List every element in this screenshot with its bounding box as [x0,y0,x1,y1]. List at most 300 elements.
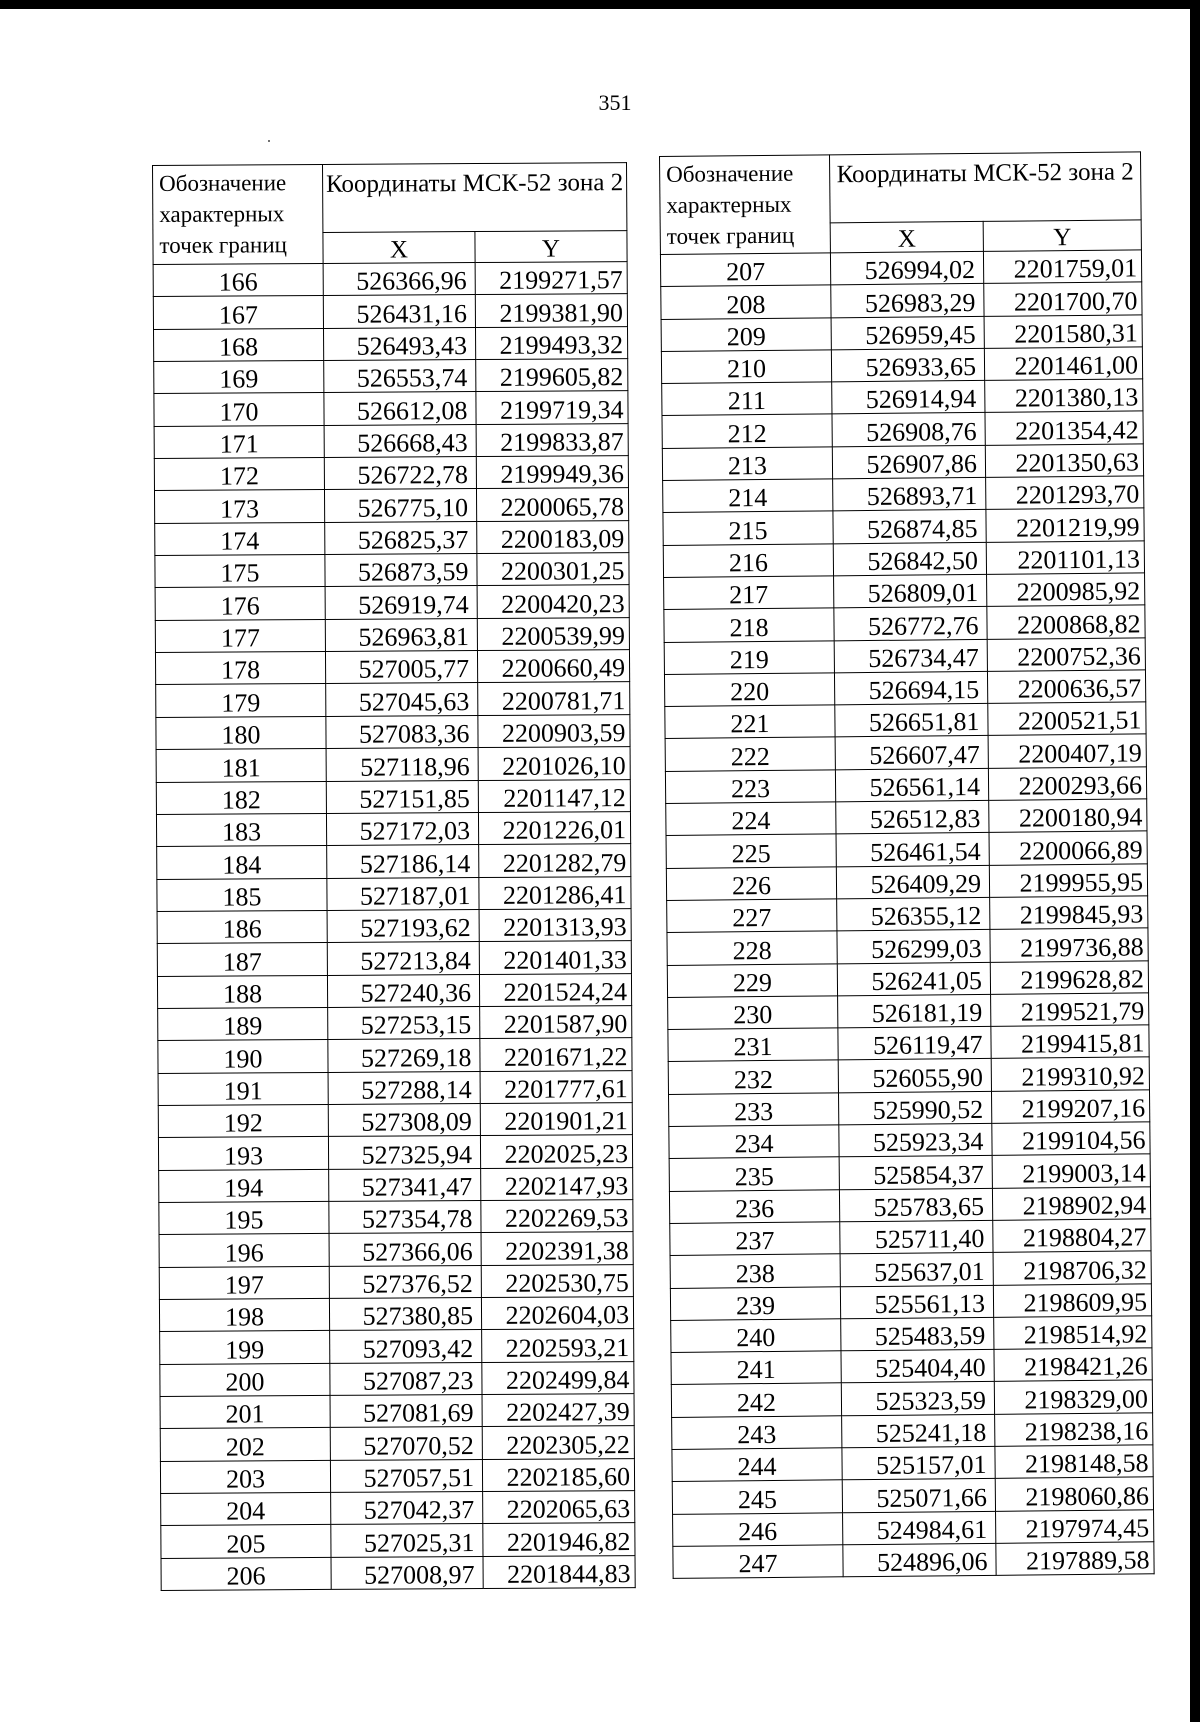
x-cell: 527172,03 [326,812,478,845]
scan-border-top [0,0,1200,9]
table-row [673,1509,1154,1546]
y-cell: 2200660,49 [477,650,629,683]
table-row [661,347,1142,384]
x-cell: 525854,37 [839,1156,992,1190]
x-cell: 526825,37 [325,521,477,554]
point-cell: 202 [160,1428,330,1461]
x-cell: 526431,16 [323,295,475,328]
y-cell: 2201671,22 [480,1038,632,1071]
point-cell: 233 [669,1093,839,1127]
point-cell: 211 [662,382,832,416]
table-row [159,1200,633,1235]
table-row [153,294,627,329]
table-row [669,1090,1150,1127]
x-cell: 526561,14 [835,768,988,802]
point-cell: 209 [661,317,831,351]
coordinates-table-left [152,162,636,1591]
table-row [157,844,631,879]
point-cell: 223 [665,770,835,804]
table-row [666,831,1147,868]
point-cell: 232 [668,1060,838,1094]
table-row [159,1264,633,1299]
table-row [156,811,630,846]
x-cell: 525637,01 [840,1253,993,1287]
point-cell: 235 [669,1157,839,1191]
table-row [154,359,628,394]
table-row [668,1025,1149,1062]
x-cell: 527087,23 [330,1362,482,1395]
x-cell: 527081,69 [330,1395,482,1428]
point-cell: 183 [156,813,326,846]
x-cell: 527193,62 [327,909,479,942]
table-body [153,262,635,1591]
y-cell: 2199719,34 [476,391,628,424]
y-cell: 2202391,38 [481,1232,633,1265]
point-cell: 200 [160,1363,330,1396]
x-cell: 526241,05 [837,962,990,996]
table-row [673,1542,1154,1579]
table-row [155,650,629,685]
point-cell: 203 [160,1460,330,1493]
point-cell: 170 [154,393,324,426]
table-row [154,456,628,491]
x-cell: 526409,29 [836,865,989,899]
point-cell: 239 [670,1286,840,1320]
x-cell: 526983,29 [831,284,984,318]
x-column-header: X [323,232,475,264]
point-cell: 244 [672,1448,842,1482]
point-cell: 171 [154,425,324,458]
x-cell: 527253,15 [328,1006,480,1039]
y-cell: 2198514,92 [994,1316,1152,1350]
point-cell: 240 [671,1319,841,1353]
y-cell: 2199736,88 [990,928,1148,962]
table-row [665,767,1146,804]
x-cell: 525241,18 [842,1414,995,1448]
table-row [161,1555,635,1590]
y-cell: 2202305,22 [482,1426,634,1459]
point-cell: 242 [671,1383,841,1417]
table-row [662,379,1143,416]
point-cell: 214 [663,479,833,513]
coords-column-header: Координаты МСК-52 зона 2 [322,163,626,233]
x-cell: 527057,51 [330,1459,482,1492]
point-cell: 247 [673,1545,843,1579]
point-cell: 231 [668,1028,838,1062]
point-cell: 188 [157,975,327,1008]
table-row [670,1283,1151,1320]
x-cell: 527308,09 [328,1103,480,1136]
y-cell: 2201101,13 [986,541,1144,575]
point-cell: 184 [157,846,327,879]
x-cell: 527118,96 [326,748,478,781]
table-row [154,391,628,426]
x-cell: 527093,42 [330,1330,482,1363]
y-cell: 2202269,53 [481,1200,633,1233]
table-row [158,1038,632,1073]
table-row [669,1122,1150,1159]
x-cell: 526119,47 [838,1026,991,1060]
x-cell: 527341,47 [329,1168,481,1201]
table-row [660,250,1141,287]
table-row [157,876,631,911]
table-row [668,993,1149,1030]
x-cell: 527008,97 [331,1556,483,1589]
point-cell: 181 [156,749,326,782]
y-cell: 2201219,99 [986,508,1144,542]
table-row [661,314,1142,351]
y-cell: 2200407,19 [988,734,1146,768]
point-cell: 226 [666,866,836,900]
table-row [156,682,630,717]
x-cell: 527070,52 [330,1427,482,1460]
x-cell: 527025,31 [331,1524,483,1557]
table-row [665,734,1146,771]
y-cell: 2200636,57 [987,670,1145,704]
y-cell: 2199949,36 [476,456,628,489]
point-cell: 217 [664,576,834,610]
point-cell: 207 [660,253,830,287]
table-row [158,1103,632,1138]
y-cell: 2200180,94 [989,799,1147,833]
y-cell: 2200293,66 [988,767,1146,801]
y-cell: 2200903,59 [478,714,630,747]
y-cell: 2200752,36 [987,637,1145,671]
y-cell: 2201844,83 [483,1555,635,1588]
y-cell: 2201380,13 [985,379,1143,413]
x-cell: 526914,94 [832,381,985,415]
point-cell: 243 [672,1415,842,1449]
table-row [664,573,1145,610]
x-cell: 526933,65 [831,348,984,382]
y-cell: 2201461,00 [984,347,1142,381]
point-cell: 185 [157,878,327,911]
y-cell: 2198706,32 [993,1251,1151,1285]
table-row [672,1477,1153,1514]
y-cell: 2200868,82 [987,605,1145,639]
table-row [667,960,1148,997]
point-cell: 189 [158,1007,328,1040]
y-cell: 2201777,61 [480,1070,632,1103]
point-cell: 193 [158,1137,328,1170]
y-column-header: Y [983,220,1141,252]
y-cell: 2201226,01 [478,811,630,844]
table-row [155,520,629,555]
point-cell: 178 [155,652,325,685]
y-cell: 2200066,89 [989,831,1147,865]
y-cell: 2201759,01 [983,250,1141,284]
table-row [160,1329,634,1364]
point-cell: 213 [662,447,832,481]
y-cell: 2198804,27 [993,1219,1151,1253]
y-cell: 2202604,03 [481,1297,633,1330]
x-cell: 524984,61 [843,1511,996,1545]
point-cell: 186 [157,910,327,943]
y-cell: 2201026,10 [478,747,630,780]
table-row [667,928,1148,965]
point-cell: 216 [663,544,833,578]
table-row [672,1445,1153,1482]
table-row [666,863,1147,900]
y-cell: 2199415,81 [991,1025,1149,1059]
y-cell: 2201901,21 [480,1103,632,1136]
point-cell: 230 [668,996,838,1030]
x-cell: 526651,81 [835,704,988,738]
table-row [663,508,1144,545]
point-cell: 246 [673,1512,843,1546]
y-cell: 2199207,16 [991,1090,1149,1124]
point-column-header: Обозначение характерных точек границ [153,164,324,264]
point-cell: 221 [665,705,835,739]
point-cell: 237 [670,1222,840,1256]
x-cell: 526874,85 [833,510,986,544]
y-cell: 2202593,21 [482,1329,634,1362]
y-cell: 2202147,93 [481,1167,633,1200]
y-cell: 2199271,57 [475,262,627,295]
x-cell: 526893,71 [833,477,986,511]
y-cell: 2199521,79 [991,993,1149,1027]
y-cell: 2198329,00 [994,1380,1152,1414]
x-cell: 526512,83 [836,800,989,834]
table-row [161,1491,635,1526]
table-body [660,250,1154,1579]
y-cell: 2200183,09 [477,520,629,553]
y-cell: 2201524,24 [479,973,631,1006]
y-cell: 2201946,82 [483,1523,635,1556]
table-row [159,1167,633,1202]
y-cell: 2201282,79 [479,844,631,877]
y-cell: 2197889,58 [996,1542,1154,1576]
table-row [670,1219,1151,1256]
y-cell: 2199104,56 [992,1122,1150,1156]
point-cell: 177 [155,619,325,652]
table-row [158,1070,632,1105]
point-cell: 222 [665,737,835,771]
x-cell: 526907,86 [832,445,985,479]
x-cell: 527187,01 [327,877,479,910]
x-cell: 526055,90 [838,1059,991,1093]
point-cell: 169 [154,360,324,393]
table-row [671,1348,1152,1385]
point-cell: 218 [664,608,834,642]
point-cell: 234 [669,1125,839,1159]
table-row [160,1394,634,1429]
x-cell: 527366,06 [329,1233,481,1266]
y-cell: 2199605,82 [476,359,628,392]
x-cell: 526493,43 [323,327,475,360]
x-cell: 527186,14 [327,845,479,878]
x-cell: 525071,66 [842,1479,995,1513]
y-cell: 2200539,99 [477,617,629,650]
y-cell: 2198238,16 [995,1413,1153,1447]
table-row [664,605,1145,642]
table-row [665,702,1146,739]
table-row [154,423,628,458]
y-cell: 2199845,93 [990,896,1148,930]
x-cell: 527380,85 [329,1298,481,1331]
x-cell: 526873,59 [325,554,477,587]
y-cell: 2201580,31 [984,314,1142,348]
table-row [160,1458,634,1493]
x-cell: 526461,54 [836,833,989,867]
y-cell: 2198148,58 [995,1445,1153,1479]
y-cell: 2200985,92 [987,573,1145,607]
x-cell: 524896,06 [843,1543,996,1577]
y-column-header: Y [475,231,627,263]
x-cell: 525561,13 [840,1285,993,1319]
y-cell: 2201350,63 [985,444,1143,478]
table-row [664,637,1145,674]
point-cell: 182 [156,781,326,814]
x-cell: 526299,03 [837,930,990,964]
point-cell: 228 [667,931,837,965]
point-cell: 174 [155,522,325,555]
x-column-header: X [830,221,983,252]
y-cell: 2200521,51 [988,702,1146,736]
table-row [661,282,1142,319]
y-cell: 2200065,78 [476,488,628,521]
x-cell: 527042,37 [331,1492,483,1525]
y-cell: 2201700,70 [984,282,1142,316]
point-cell: 187 [157,943,327,976]
y-cell: 2199381,90 [475,294,627,327]
table-row [161,1523,635,1558]
y-cell: 2201147,12 [478,779,630,812]
point-cell: 198 [159,1298,329,1331]
y-cell: 2199628,82 [990,960,1148,994]
table-row [666,799,1147,836]
x-cell: 526772,76 [834,607,987,641]
table-row [663,476,1144,513]
point-cell: 208 [661,285,831,319]
point-cell: 176 [155,587,325,620]
coords-column-header: Координаты МСК-52 зона 2 [829,152,1141,223]
table-row [159,1232,633,1267]
table-row [670,1251,1151,1288]
table-row [662,444,1143,481]
x-cell: 527005,77 [325,651,477,684]
x-cell: 526181,19 [838,994,991,1028]
x-cell: 526809,01 [834,574,987,608]
table-row [663,541,1144,578]
y-cell: 2200420,23 [477,585,629,618]
y-cell: 2200301,25 [477,553,629,586]
x-cell: 526963,81 [325,618,477,651]
table-row [156,714,630,749]
point-cell: 227 [667,899,837,933]
x-cell: 526366,96 [323,263,475,296]
table-row [157,941,631,976]
point-cell: 206 [161,1557,331,1590]
x-cell: 526842,50 [833,542,986,576]
x-cell: 526722,78 [324,457,476,490]
x-cell: 526959,45 [831,316,984,350]
y-cell: 2199833,87 [476,423,628,456]
y-cell: 2199310,92 [991,1057,1149,1091]
scan-border-right [1190,0,1200,1722]
point-cell: 224 [666,802,836,836]
x-cell: 527151,85 [326,780,478,813]
y-cell: 2199955,95 [989,863,1147,897]
x-cell: 525990,52 [838,1091,991,1125]
table-row [155,585,629,620]
y-cell: 2198902,94 [992,1186,1150,1220]
table-row [671,1380,1152,1417]
y-cell: 2202185,60 [482,1458,634,1491]
point-cell: 236 [669,1189,839,1223]
y-cell: 2202427,39 [482,1394,634,1427]
table-header-row [153,163,627,234]
y-cell: 2198421,26 [994,1348,1152,1382]
x-cell: 527354,78 [329,1200,481,1233]
x-cell: 527083,36 [326,715,478,748]
x-cell: 526994,02 [830,251,983,285]
point-cell: 219 [664,640,834,674]
table-row [157,908,631,943]
x-cell: 526553,74 [324,360,476,393]
point-cell: 196 [159,1234,329,1267]
table-row [669,1154,1150,1191]
point-cell: 229 [667,963,837,997]
point-column-header: Обозначение характерных точек границ [660,155,831,255]
point-cell: 241 [671,1351,841,1385]
point-cell: 215 [663,511,833,545]
x-cell: 525404,40 [841,1349,994,1383]
point-cell: 210 [661,350,831,384]
x-cell: 526607,47 [835,736,988,770]
point-cell: 179 [156,684,326,717]
point-cell: 225 [666,834,836,868]
point-cell: 192 [158,1104,328,1137]
y-cell: 2200781,71 [478,682,630,715]
point-cell: 175 [155,555,325,588]
table-row [155,553,629,588]
table-row [158,1005,632,1040]
table-row [664,670,1145,707]
table-row [154,488,628,523]
x-cell: 527240,36 [327,974,479,1007]
point-cell: 212 [662,414,832,448]
table-row [160,1426,634,1461]
table-row [667,896,1148,933]
y-cell: 2201313,93 [479,908,631,941]
point-cell: 190 [158,1040,328,1073]
x-cell: 525783,65 [839,1188,992,1222]
table-row [154,326,628,361]
x-cell: 526694,15 [834,671,987,705]
point-cell: 180 [156,716,326,749]
x-cell: 527325,94 [328,1136,480,1169]
x-cell: 526775,10 [324,489,476,522]
y-cell: 2199003,14 [992,1154,1150,1188]
point-cell: 197 [159,1266,329,1299]
y-cell: 2197974,45 [996,1509,1154,1543]
point-cell: 245 [672,1480,842,1514]
y-cell: 2202530,75 [481,1264,633,1297]
y-cell: 2201293,70 [986,476,1144,510]
point-cell: 191 [158,1072,328,1105]
point-cell: 167 [153,296,323,329]
table-row [668,1057,1149,1094]
x-cell: 525323,59 [841,1382,994,1416]
y-cell: 2198609,95 [993,1283,1151,1317]
y-cell: 2202499,84 [482,1361,634,1394]
coordinates-table-right [659,151,1155,1579]
x-cell: 527213,84 [327,942,479,975]
point-cell: 168 [154,328,324,361]
x-cell: 527045,63 [326,683,478,716]
point-cell: 204 [161,1492,331,1525]
